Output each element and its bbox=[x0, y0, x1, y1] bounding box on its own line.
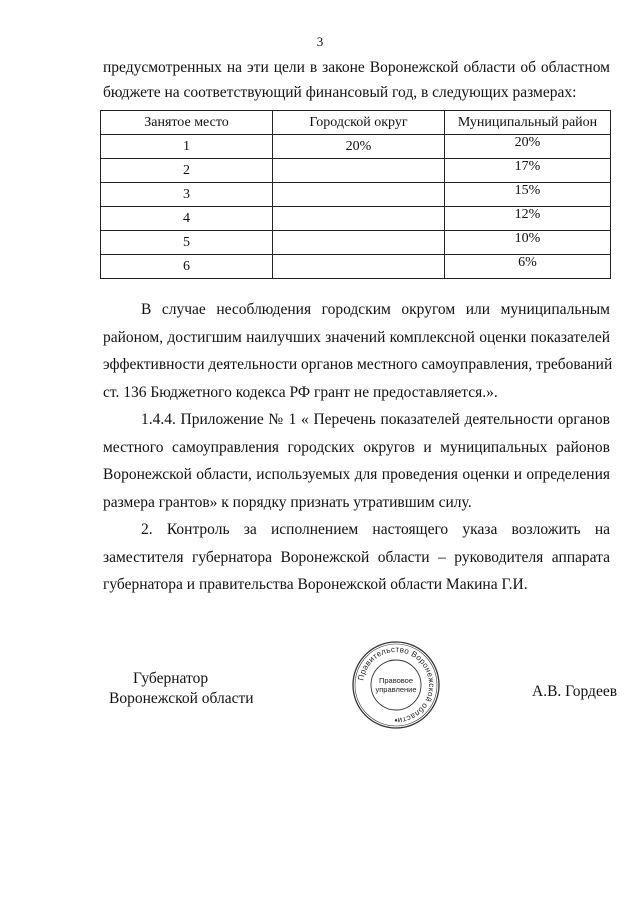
paragraph-line: ст. 136 Бюджетного кодекса РФ грант не предоставляется.». bbox=[103, 384, 498, 401]
paragraph-line: заместителя губернатора Воронежской области – руководителя аппарата bbox=[103, 549, 610, 566]
paragraph-line: 1.4.4. Приложение № 1 « Перечень показателей деятельности органов bbox=[141, 411, 610, 428]
signer-name: А.В. Гордеев bbox=[532, 683, 618, 700]
city-district-cell bbox=[273, 255, 445, 279]
header-city-district: Городской округ bbox=[273, 111, 445, 135]
header-place: Занятое место bbox=[101, 111, 273, 135]
table-row bbox=[101, 255, 611, 279]
paragraph-line: В случае несоблюдения городским округом или муниципальным bbox=[141, 301, 610, 318]
paragraph-line: 2. Контроль за исполнением настоящего указа возложить на bbox=[141, 521, 610, 538]
seal-center-line-1: Правовое bbox=[378, 676, 414, 685]
paragraph-line: местного самоуправления городских округов и муниципальных районов bbox=[103, 439, 610, 456]
city-district-cell bbox=[273, 207, 445, 231]
city-district-cell bbox=[273, 183, 445, 207]
intro-line-2: бюджете на соответствующий финансовый год, в следующих размерах: bbox=[103, 84, 577, 101]
municipal-district-cell: 10% bbox=[445, 231, 611, 255]
city-district-cell bbox=[273, 159, 445, 183]
table-row bbox=[101, 159, 611, 183]
paragraph-line: Воронежской области, используемых для проведения оценки и определения bbox=[103, 466, 610, 483]
place-cell: 6 bbox=[101, 255, 273, 279]
place-cell: 5 bbox=[101, 231, 273, 255]
grant-size-table bbox=[100, 110, 611, 279]
paragraph-line: районом, достигшим наилучших значений комплексной оценки показателей bbox=[103, 329, 610, 346]
place-cell: 2 bbox=[101, 159, 273, 183]
signer-title-line-2: Воронежской области bbox=[109, 690, 254, 707]
seal-ring-text: Правительство Воронежской области bbox=[356, 644, 437, 726]
table-row bbox=[101, 183, 611, 207]
table-row bbox=[101, 207, 611, 231]
page-number: 3 bbox=[316, 34, 324, 49]
table-header-row bbox=[101, 111, 611, 135]
paragraph-line: эффективности деятельности органов местного самоуправления, требований bbox=[103, 356, 613, 373]
official-seal bbox=[351, 640, 441, 730]
intro-line-1: предусмотренных на эти цели в законе Воронежской области об областном bbox=[103, 59, 610, 76]
header-municipal-district: Муниципальный район bbox=[445, 111, 611, 135]
municipal-district-cell: 17% bbox=[445, 159, 611, 183]
municipal-district-cell: 15% bbox=[445, 183, 611, 207]
signer-title-line-1: Губернатор bbox=[133, 670, 209, 687]
place-cell: 4 bbox=[101, 207, 273, 231]
table-row bbox=[101, 231, 611, 255]
seal-center-line-2: управление bbox=[375, 685, 417, 694]
seal-star-icon: ♦ bbox=[394, 718, 398, 724]
table-row bbox=[101, 135, 611, 159]
place-cell: 1 bbox=[101, 135, 273, 159]
municipal-district-cell: 20% bbox=[445, 135, 611, 159]
city-district-cell: 20% bbox=[273, 135, 445, 159]
paragraph-line: губернатора и правительства Воронежской области Макина Г.И. bbox=[103, 576, 528, 593]
city-district-cell bbox=[273, 231, 445, 255]
municipal-district-cell: 6% bbox=[445, 255, 611, 279]
municipal-district-cell: 12% bbox=[445, 207, 611, 231]
place-cell: 3 bbox=[101, 183, 273, 207]
paragraph-line: размера грантов» к порядку признать утратившим силу. bbox=[103, 494, 472, 511]
